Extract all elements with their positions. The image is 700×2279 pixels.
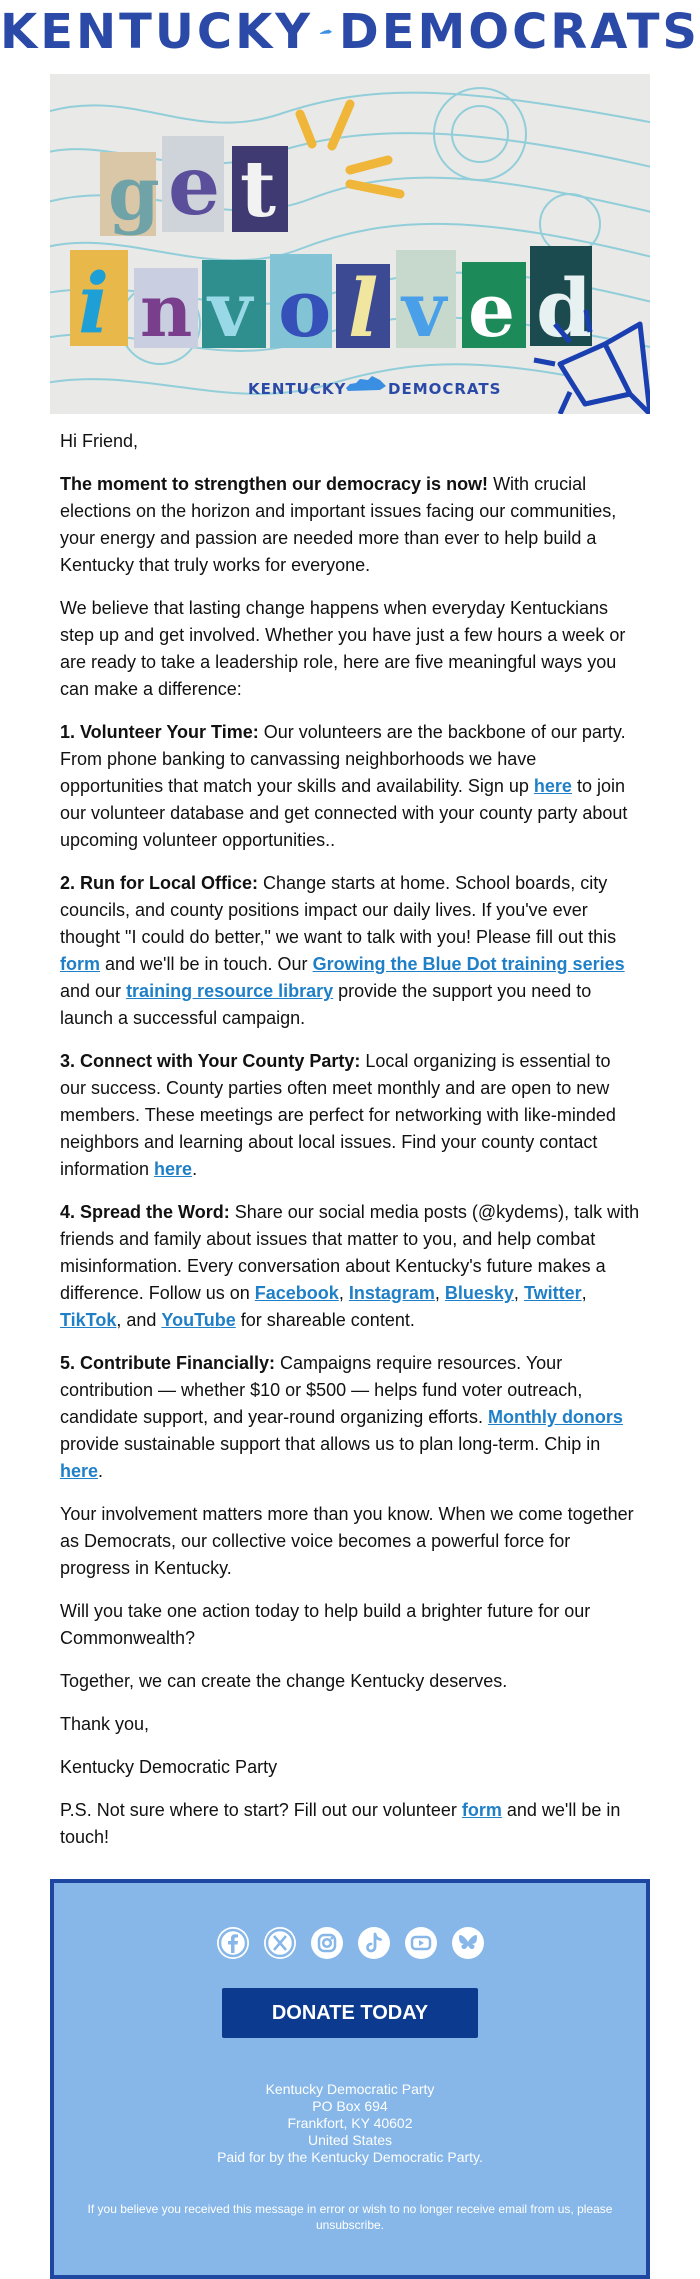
item-county-party: 3. Connect with Your County Party: Local organizing is essential to our success. County parties often meet monthly and are open to new members. These meetings are perfect for networking with like-minded neighbors and learning about local issues. Find your county contact information here. [60,1051,616,1179]
bluesky-link[interactable]: Bluesky [444,1283,514,1303]
chip-in-link[interactable]: here [60,1461,99,1481]
youtube-icon[interactable] [405,1927,437,1959]
monthly-donors-link[interactable]: Monthly donors [487,1407,623,1427]
instagram-link[interactable]: Instagram [348,1283,435,1303]
svg-text:i: i [78,256,110,352]
bluesky-icon[interactable] [452,1927,484,1959]
signature: Kentucky Democratic Party [60,1757,278,1777]
youtube-link[interactable]: YouTube [161,1310,236,1330]
email-body [0,414,700,1851]
hero-logo-left: KENTUCKY [248,380,347,398]
donate-button[interactable]: DONATE TODAY [222,1988,478,2038]
svg-text:d: d [536,261,592,355]
facebook-link[interactable]: Facebook [254,1283,339,1303]
facebook-icon[interactable] [217,1927,249,1959]
item-volunteer: 1. Volunteer Your Time: Our volunteers are the backbone of our party. From phone banking to canvassing neighborhoods we have opportunities that match your skills and availability. Sign up here to join our volunteer database and get connected with your county party about upcoming volunteer opportunities.. [60,722,628,850]
training-series-link[interactable]: Growing the Blue Dot training series [312,954,625,974]
hero-artwork [50,74,650,414]
svg-text:n: n [140,268,193,353]
together-paragraph: Together, we can create the change Kentucky deserves. [60,1671,508,1691]
tiktok-link[interactable]: TikTok [60,1310,117,1330]
svg-text:v: v [402,265,447,354]
county-contact-link[interactable]: here [154,1159,193,1179]
thanks-line: Thank you, [60,1714,150,1734]
twitter-link[interactable]: Twitter [523,1283,582,1303]
svg-text:e: e [468,268,516,354]
training-library-link[interactable]: training resource library [126,981,334,1001]
svg-text:g: g [108,151,160,237]
candidate-form-link[interactable]: form [60,954,100,974]
email-header [0,0,700,64]
item-contribute: 5. Contribute Financially: Campaigns require resources. Your contribution — whether $10 or $500 — helps fund voter outreach, candidate support, and year-round organizing efforts. Monthly donors provide sustainable support that allows us to plan long-term. Chip in here. [60,1353,623,1481]
kentucky-state-icon [319,13,333,51]
item-spread-word: 4. Spread the Word: Share our social media posts (@kydems), talk with friends and family about issues that matter to you, and help combat misinformation. Every conversation about Kentucky's future makes a difference. Follow us on Facebook, Instagram, Bluesky, Twitter, TikTok, and YouTube for shareable content. [60,1202,640,1330]
x-icon[interactable] [264,1927,296,1959]
unsubscribe-notice[interactable]: If you believe you received this message in error or wish to no longer receive email from us, please unsubscribe. [87,2202,613,2232]
volunteer-signup-link[interactable]: here [533,776,572,796]
svg-text:e: e [168,138,221,234]
tiktok-icon[interactable] [358,1927,390,1959]
svg-text:v: v [208,265,253,354]
intro-paragraph: The moment to strengthen our democracy is now! With crucial elections on the horizon and important issues facing our communities, your energy and passion are needed more than ever to help build a Kentucky that truly works for everyone. [60,474,617,575]
ps-volunteer-form-link[interactable]: form [461,1800,502,1820]
ps-paragraph: P.S. Not sure where to start? Fill out our volunteer form and we'll be in touch! [60,1800,621,1847]
greeting: Hi Friend, [60,431,139,451]
logo-democrats-text: DEMOCRATS [338,4,700,60]
logo-kentucky-text: KENTUCKY [0,4,314,60]
svg-text:o: o [278,261,332,355]
hero-banner [50,74,650,414]
ways-paragraph: We believe that lasting change happens when everyday Kentuckians step up and get involved. Whether you have just a few hours a week or are ready to take a leadership role, here are five meaningful ways you can make a difference: [60,598,626,699]
item-run-for-office: 2. Run for Local Office: Change starts at home. School boards, city councils, and county positions impact our daily lives. If you've ever thought "I could do better," we want to talk with you! Please fill out this form and we'll be in touch. Our Growing the Blue Dot training series and our training resource library provide the support you need to launch a successful campaign. [60,873,625,1028]
action-paragraph: Will you take one action today to help build a brighter future for our Commonwealth? [60,1601,591,1648]
svg-text:l: l [348,261,379,355]
intro-bold: The moment to strengthen our democracy is now! [60,474,489,494]
hero-logo-right: DEMOCRATS [388,380,502,398]
social-icons [54,1927,646,1959]
email-footer [50,1879,650,2279]
mailing-address: Kentucky Democratic Party PO Box 694 Frankfort, KY 40602 United States Paid for by the Kentucky Democratic Party. [217,2081,483,2165]
instagram-icon[interactable] [311,1927,343,1959]
hero-title-get [100,136,288,237]
svg-text:t: t [240,144,277,235]
involvement-paragraph: Your involvement matters more than you know. When we come together as Democrats, our collective voice becomes a powerful force for progress in Kentucky. [60,1504,634,1578]
